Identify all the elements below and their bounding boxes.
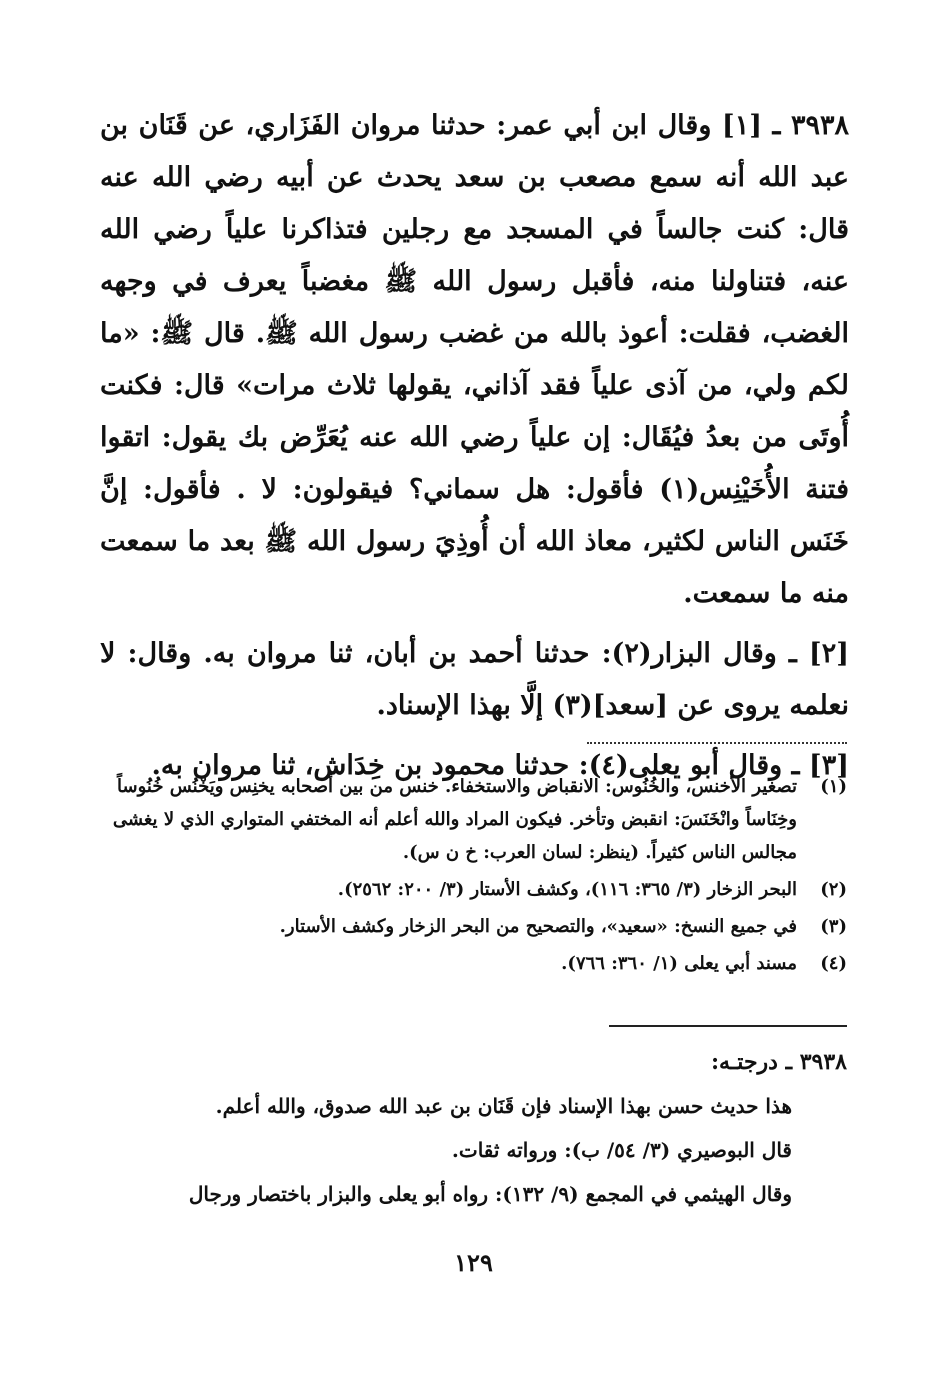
grade-line: وقال الهيثمي في المجمع (٩/ ١٣٢): رواه أبو يعلى والبزار باختصار ورجال xyxy=(188,1182,792,1206)
footnote-text: في جميع النسخ: «سعيد»، والتصحيح من البحر الزخار وكشف الأستار. xyxy=(279,916,797,937)
footnote xyxy=(100,910,847,943)
footnote xyxy=(100,947,847,980)
grade-line: قال البوصيري (٣/ ٥٤/ ب): ورواته ثقات. xyxy=(451,1138,792,1162)
footnotes xyxy=(100,770,847,984)
footnote-text: مسند أبي يعلى (١/ ٣٦٠: ٧٦٦). xyxy=(561,953,797,974)
grade-section xyxy=(100,1040,847,1216)
footnote-number: (٤) xyxy=(820,953,847,974)
grade-line: هذا حديث حسن بهذا الإسناد فإن قَنَان بن عبد الله صدوق، والله أعلم. xyxy=(215,1094,792,1118)
footnote xyxy=(100,770,847,869)
grade-heading: ٣٩٣٨ ـ درجتـه: xyxy=(710,1049,847,1075)
footnote xyxy=(100,873,847,906)
footnote-text: تصغير الأخنس، والخُنُوس: الانقباض والاستخفاء. خنس من بين أصحابه يخنِس ويَخْنُس خُنُوساً وخِنَاساً وانْخَنَسَ: انقبض وتأخر. فيكون المراد والله أعلم أنه المختفي المتواري الذي لا يغشى مجالس الناس كثيراً. (ينظر: لسان العرب: خ ن س). xyxy=(112,776,797,863)
hadith-paragraph-1: ٣٩٣٨ ـ [١] وقال ابن أبي عمر: حدثنا مروان الفَزَاري، عن قَنَان بن عبد الله أنه سمع مصعب بن سعد يحدث عن أبيه رضي الله عنه قال: كنت جالساً في المسجد مع رجلين فتذاكرنا علياً رضي الله عنه، فتناولنا منه، فأقبل رسول الله ﷺ مغضباً يعرف في وجهه الغضب، فقلت: أعوذ بالله من غضب رسول الله ﷺ. قال ﷺ: «ما لكم ولي، من آذى علياً فقد آذاني، يقولها ثلاث مرات» قال: فكنت أُوتَى من بعدُ فيُقَال: إن علياً رضي الله عنه يُعَرِّض بك يقول: اتقوا فتنة الأُخَيْنِس(١) فأقول: هل سماني؟ فيقولون: لا . فأقول: إنَّ خَنَس الناس لكثير، معاذ الله أن أُوذِيَ رسول الله ﷺ بعد ما سمعت منه ما سمعت. xyxy=(100,110,849,609)
footnote-separator xyxy=(587,742,847,744)
footnote-text: البحر الزخار (٣/ ٣٦٥: ١١٦)، وكشف الأستار (٣/ ٢٠٠: ٢٥٦٢). xyxy=(337,879,797,900)
section-divider xyxy=(609,1025,847,1027)
footnote-number: (٢) xyxy=(820,879,847,900)
hadith-paragraph-2: [٢] ـ وقال البزار(٢): حدثنا أحمد بن أبان، ثنا مروان به. وقال: لا نعلمه يروى عن [سعد](٣) إلَّا بهذا الإسناد. xyxy=(100,638,849,721)
footnote-number: (١) xyxy=(820,776,847,797)
hadith-text xyxy=(100,100,849,792)
footnote-number: (٣) xyxy=(820,916,847,937)
hadith-paragraph-3: [٣] ـ وقال أبو يعلى(٤): حدثنا محمود بن خِدَاش، ثنا مروان به. xyxy=(151,750,849,781)
page-number: ١٢٩ xyxy=(454,1248,493,1277)
